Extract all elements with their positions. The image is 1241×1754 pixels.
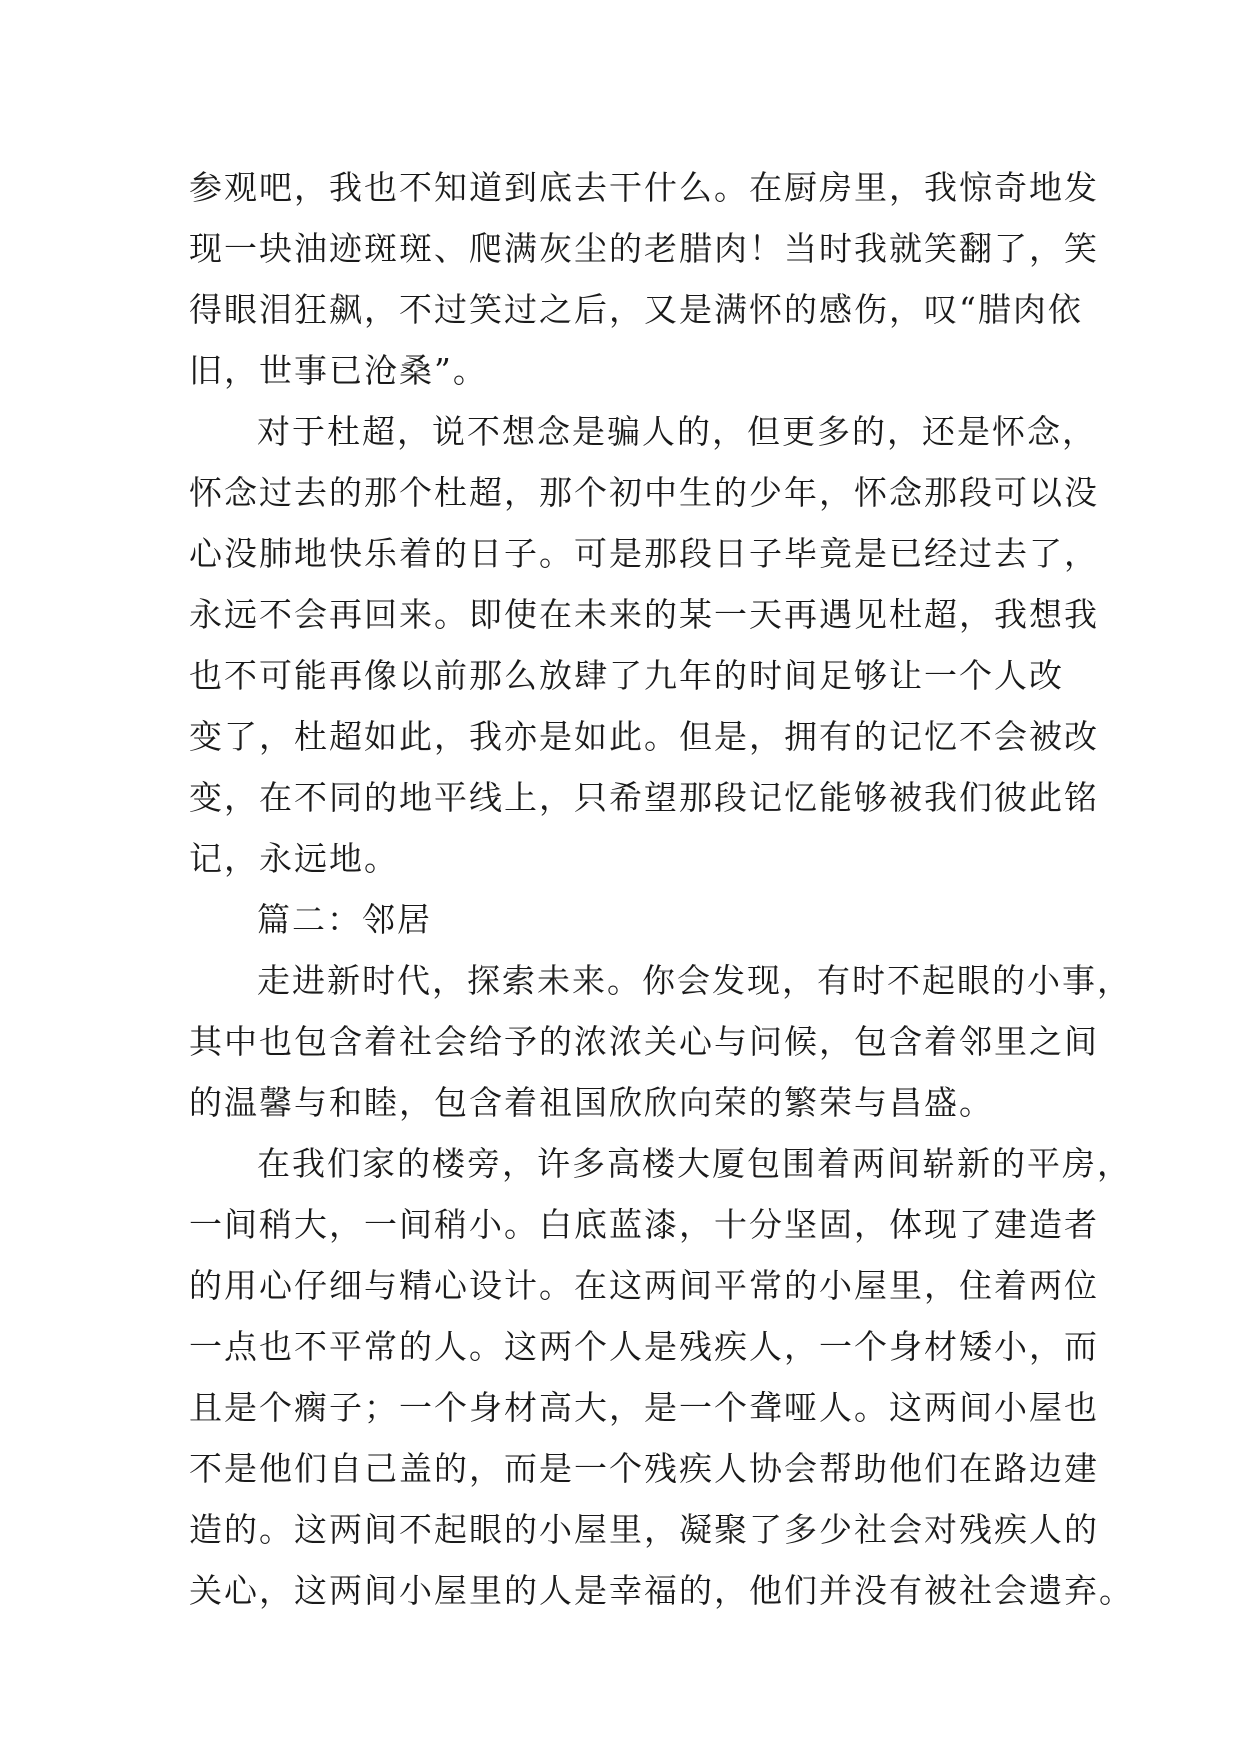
text-line: 的用心仔细与精心设计。在这两间平常的小屋里，住着两位 bbox=[189, 1266, 1099, 1305]
text-line: 旧，世事已沧桑”。 bbox=[189, 351, 488, 390]
text-line: 且是个瘸子；一个身材高大，是一个聋哑人。这两间小屋也 bbox=[189, 1388, 1099, 1427]
text-line: 变了，杜超如此，我亦是如此。但是，拥有的记忆不会被改 bbox=[189, 717, 1099, 756]
text-line: 的温馨与和睦，包含着祖国欣欣向荣的繁荣与昌盛。 bbox=[189, 1083, 994, 1122]
paragraph-start-line: 走进新时代，探索未来。你会发现，有时不起眼的小事， bbox=[257, 961, 1132, 1000]
text-line: 心没肺地快乐着的日子。可是那段日子毕竟是已经过去了， bbox=[189, 534, 1099, 573]
text-line: 造的。这两间不起眼的小屋里，凝聚了多少社会对残疾人的 bbox=[189, 1510, 1099, 1549]
text-line: 变，在不同的地平线上，只希望那段记忆能够被我们彼此铭 bbox=[189, 778, 1099, 817]
text-line: 得眼泪狂飙，不过笑过之后，又是满怀的感伤，叹“腊肉依 bbox=[189, 290, 1083, 329]
document-body bbox=[189, 157, 1134, 1621]
text-line: 怀念过去的那个杜超，那个初中生的少年，怀念那段可以没 bbox=[189, 473, 1099, 512]
paragraph-start-line: 在我们家的楼旁，许多高楼大厦包围着两间崭新的平房， bbox=[257, 1144, 1132, 1183]
text-line: 记，永远地。 bbox=[189, 839, 399, 878]
text-line: 现一块油迹斑斑、爬满灰尘的老腊肉！当时我就笑翻了，笑 bbox=[189, 229, 1099, 268]
text-line: 永远不会再回来。即使在未来的某一天再遇见杜超，我想我 bbox=[189, 595, 1099, 634]
text-line: 一点也不平常的人。这两个人是残疾人，一个身材矮小，而 bbox=[189, 1327, 1099, 1366]
section-heading: 篇二：邻居 bbox=[257, 900, 432, 939]
text-line: 其中也包含着社会给予的浓浓关心与问候，包含着邻里之间 bbox=[189, 1022, 1099, 1061]
text-line: 不是他们自己盖的，而是一个残疾人协会帮助他们在路边建 bbox=[189, 1449, 1099, 1488]
text-line: 参观吧，我也不知道到底去干什么。在厨房里，我惊奇地发 bbox=[189, 168, 1099, 207]
text-line: 一间稍大，一间稍小。白底蓝漆，十分坚固，体现了建造者 bbox=[189, 1205, 1099, 1244]
paragraph-start-line: 对于杜超，说不想念是骗人的，但更多的，还是怀念， bbox=[257, 412, 1097, 451]
text-line: 关心，这两间小屋里的人是幸福的，他们并没有被社会遗弃。 bbox=[189, 1571, 1134, 1610]
text-line: 也不可能再像以前那么放肆了九年的时间足够让一个人改 bbox=[189, 656, 1064, 695]
